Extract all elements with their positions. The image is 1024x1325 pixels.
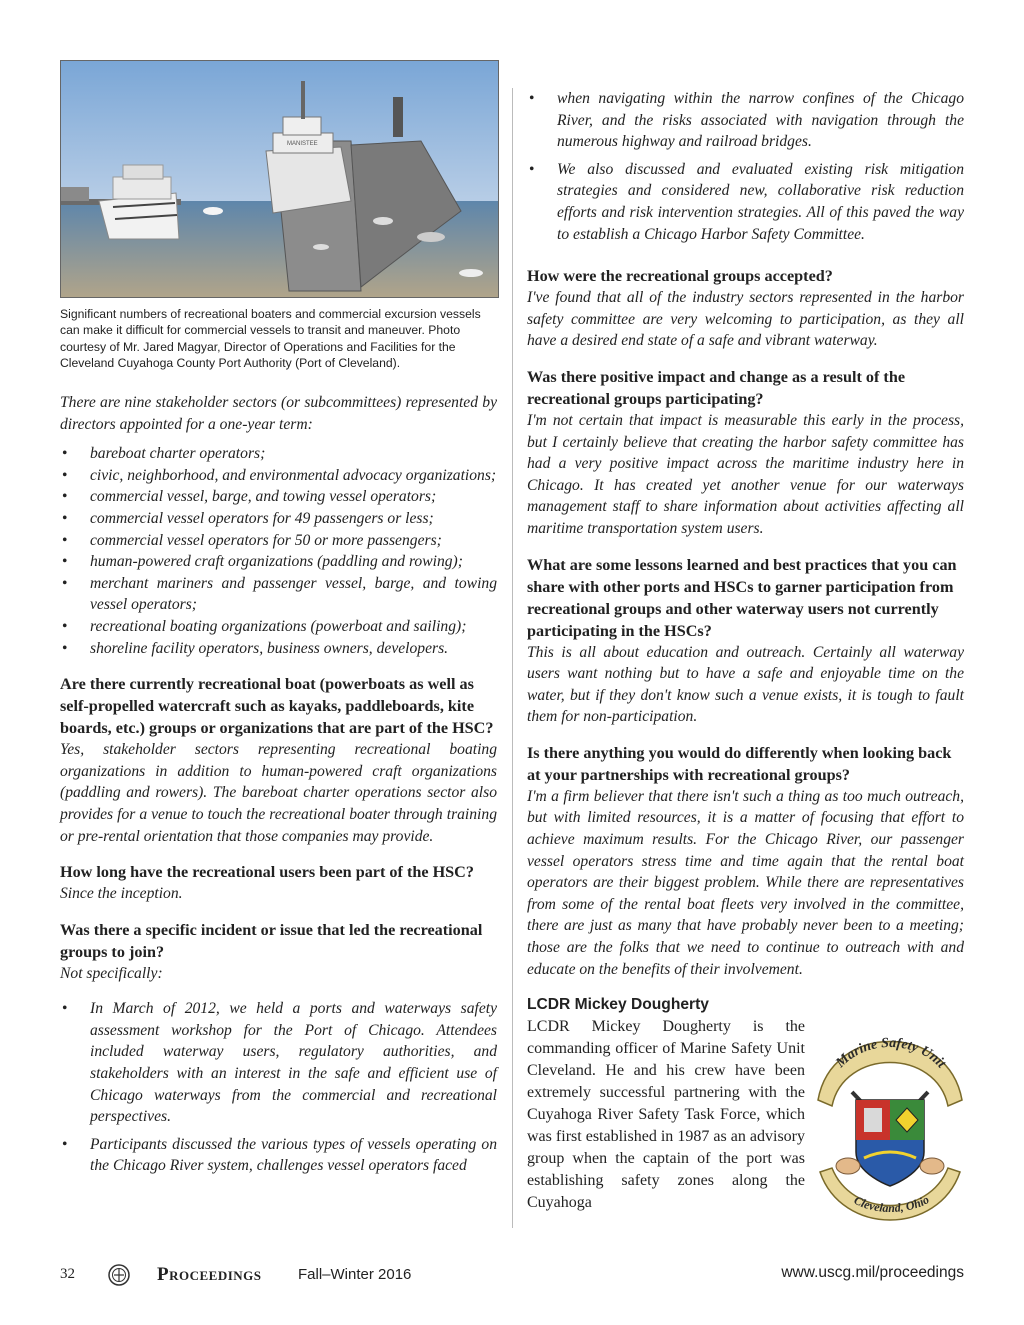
- question-heading: Is there anything you would do differently when looking back at your partnerships with recreational groups?: [527, 743, 952, 784]
- logo-bottom-text: Cleveland, Ohio: [851, 1192, 932, 1216]
- list-item: • commercial vessel, barge, and towing vessel operators;: [60, 486, 497, 508]
- answer-text: I'm a firm believer that there isn't such a thing as too much outreach, but with limited resources, it is a matter of focusing that effort to achieve maximum results. For the Chicago River, our passenger vessel operators stress time and time again that the rental boat operators are their biggest problem. While there are representatives from some of the rental boat fleets very involved in the committee, there are just as many that have probably never been to a meeting; those are the folks that we need to continue to outreach with and educate on the benefits of their involvement.: [527, 787, 964, 978]
- list-item: • commercial vessel operators for 50 or more passengers;: [60, 530, 497, 552]
- photo-caption: Significant numbers of recreational boaters and commercial excursion vessels can make it difficult for commercial vessels to transit and maneuver. Photo courtesy of Mr. Jared Magyar, Director of Operations and Facilities for the Cleveland Cuyahoga County Port Authority (Port of Cleveland).: [60, 307, 481, 370]
- answer-text: Not specifically:: [60, 964, 163, 982]
- question-heading: How were the recreational groups accepted?: [527, 267, 833, 286]
- logo-top-text: Marine Safety Unit: [833, 1035, 949, 1072]
- question-heading: What are some lessons learned and best practices that you can share with other ports and HSCs to garner participation from recreational groups and other waterway users not currently participating in the HSCs?: [527, 555, 957, 640]
- answer-text: This is all about education and outreach. Certainly all waterway users want nothing but to have a safe and enjoyable time on the water, but if they don't know such a venue exists, it is tough to fault them for non-participation.: [527, 643, 964, 726]
- answer-text: I've found that all of the industry sectors represented in the harbor safety committee are very welcoming to participation, as they all have a desired end state of a safe and vibrant waterway.: [527, 289, 964, 350]
- list-item: • Participants discussed the various types of vessels operating on the Chicago River system, challenges vessel operators faced: [60, 1134, 497, 1177]
- list-item: • In March of 2012, we held a ports and waterways safety assessment workshop for the Port of Chicago. Attendees included waterway users, regulatory authorities, and stakeholders with an interest in the safe and efficient use of Chicago waterways from the commercial and recreational perspectives.: [60, 998, 497, 1128]
- article-photo: [60, 60, 499, 298]
- sectors-intro: There are nine stakeholder sectors (or subcommittees) represented by directors appointed for a one-year term:: [60, 394, 497, 433]
- ships-photo-image: [61, 61, 498, 297]
- ship-name-text: MANISTEE: [287, 141, 318, 147]
- page-number: 32: [60, 1266, 75, 1282]
- question-heading: Was there a specific incident or issue that led the recreational groups to join?: [60, 920, 483, 961]
- question-heading: Are there currently recreational boat (powerboats as well as self-propelled watercraft such as kayaks, paddleboards, kite boards, etc.) groups or organizations that are part of the HSC?: [60, 675, 494, 738]
- bio-text: LCDR Mickey Dougherty is the commanding officer of Marine Safety Unit Cleveland. He and his crew have been extremely successful partnering with the Cuyahoga River Safety Task Force, which was first established in 1987 as an advisory group when the captain of the port was establishing safety zones along the Cuyahoga: [527, 1017, 805, 1211]
- sectors-list: [60, 443, 497, 659]
- question-heading: Was there positive impact and change as a result of the recreational groups participating?: [527, 367, 906, 408]
- continued-bullets: [527, 88, 964, 245]
- list-item: • shoreline facility operators, business owners, developers.: [60, 638, 497, 660]
- publication-name: Proceedings: [157, 1264, 262, 1285]
- list-item: • when navigating within the narrow confines of the Chicago River, and the risks associated with navigation through the numerous highway and railroad bridges.: [527, 88, 964, 153]
- answer-text: Since the inception.: [60, 885, 183, 903]
- question-heading: How long have the recreational users been part of the HSC?: [60, 863, 474, 882]
- list-item: • We also discussed and evaluated existing risk mitigation strategies and considered new, collaborative risk reduction efforts and risk intervention strategies. All of this paved the way to establish a Chicago Harbor Safety Committee.: [527, 159, 964, 245]
- workshop-bullets: [60, 998, 497, 1177]
- list-item: • commercial vessel operators for 49 passengers or less;: [60, 508, 497, 530]
- list-item: • recreational boating organizations (powerboat and sailing);: [60, 616, 497, 638]
- answer-text: I'm not certain that impact is measurable this early in the process, but I certainly believe that creating the harbor safety committee has had a very positive impact across the maritime industry here in Chicago. It has created yet another venue for our waterways management staff to share information about activities affecting all maritime transportation system users.: [527, 411, 964, 537]
- left-column: [60, 392, 497, 1183]
- list-item: • merchant mariners and passenger vessel, barge, and towing vessel operators;: [60, 573, 497, 616]
- website-url: www.uscg.mil/proceedings: [781, 1264, 964, 1281]
- page-footer: [60, 1264, 964, 1288]
- answer-text: Yes, stakeholder sectors representing recreational boating organizations in addition to human-powered craft organizations (paddling and rowers). The bareboat charter operations sector also provides for a venue to touch the recreational boater through training or pre-rental orientation that those companies may provide.: [60, 741, 497, 845]
- list-item: • bareboat charter operators;: [60, 443, 497, 465]
- bio-name: LCDR Mickey Dougherty: [527, 996, 709, 1014]
- list-item: • human-powered craft organizations (paddling and rowing);: [60, 551, 497, 573]
- marine-safety-unit-logo: [812, 1022, 968, 1228]
- list-item: • civic, neighborhood, and environmental advocacy organizations;: [60, 465, 497, 487]
- uscg-seal-icon: [108, 1264, 130, 1286]
- issue-label: Fall–Winter 2016: [298, 1266, 412, 1283]
- column-divider: [512, 88, 513, 1228]
